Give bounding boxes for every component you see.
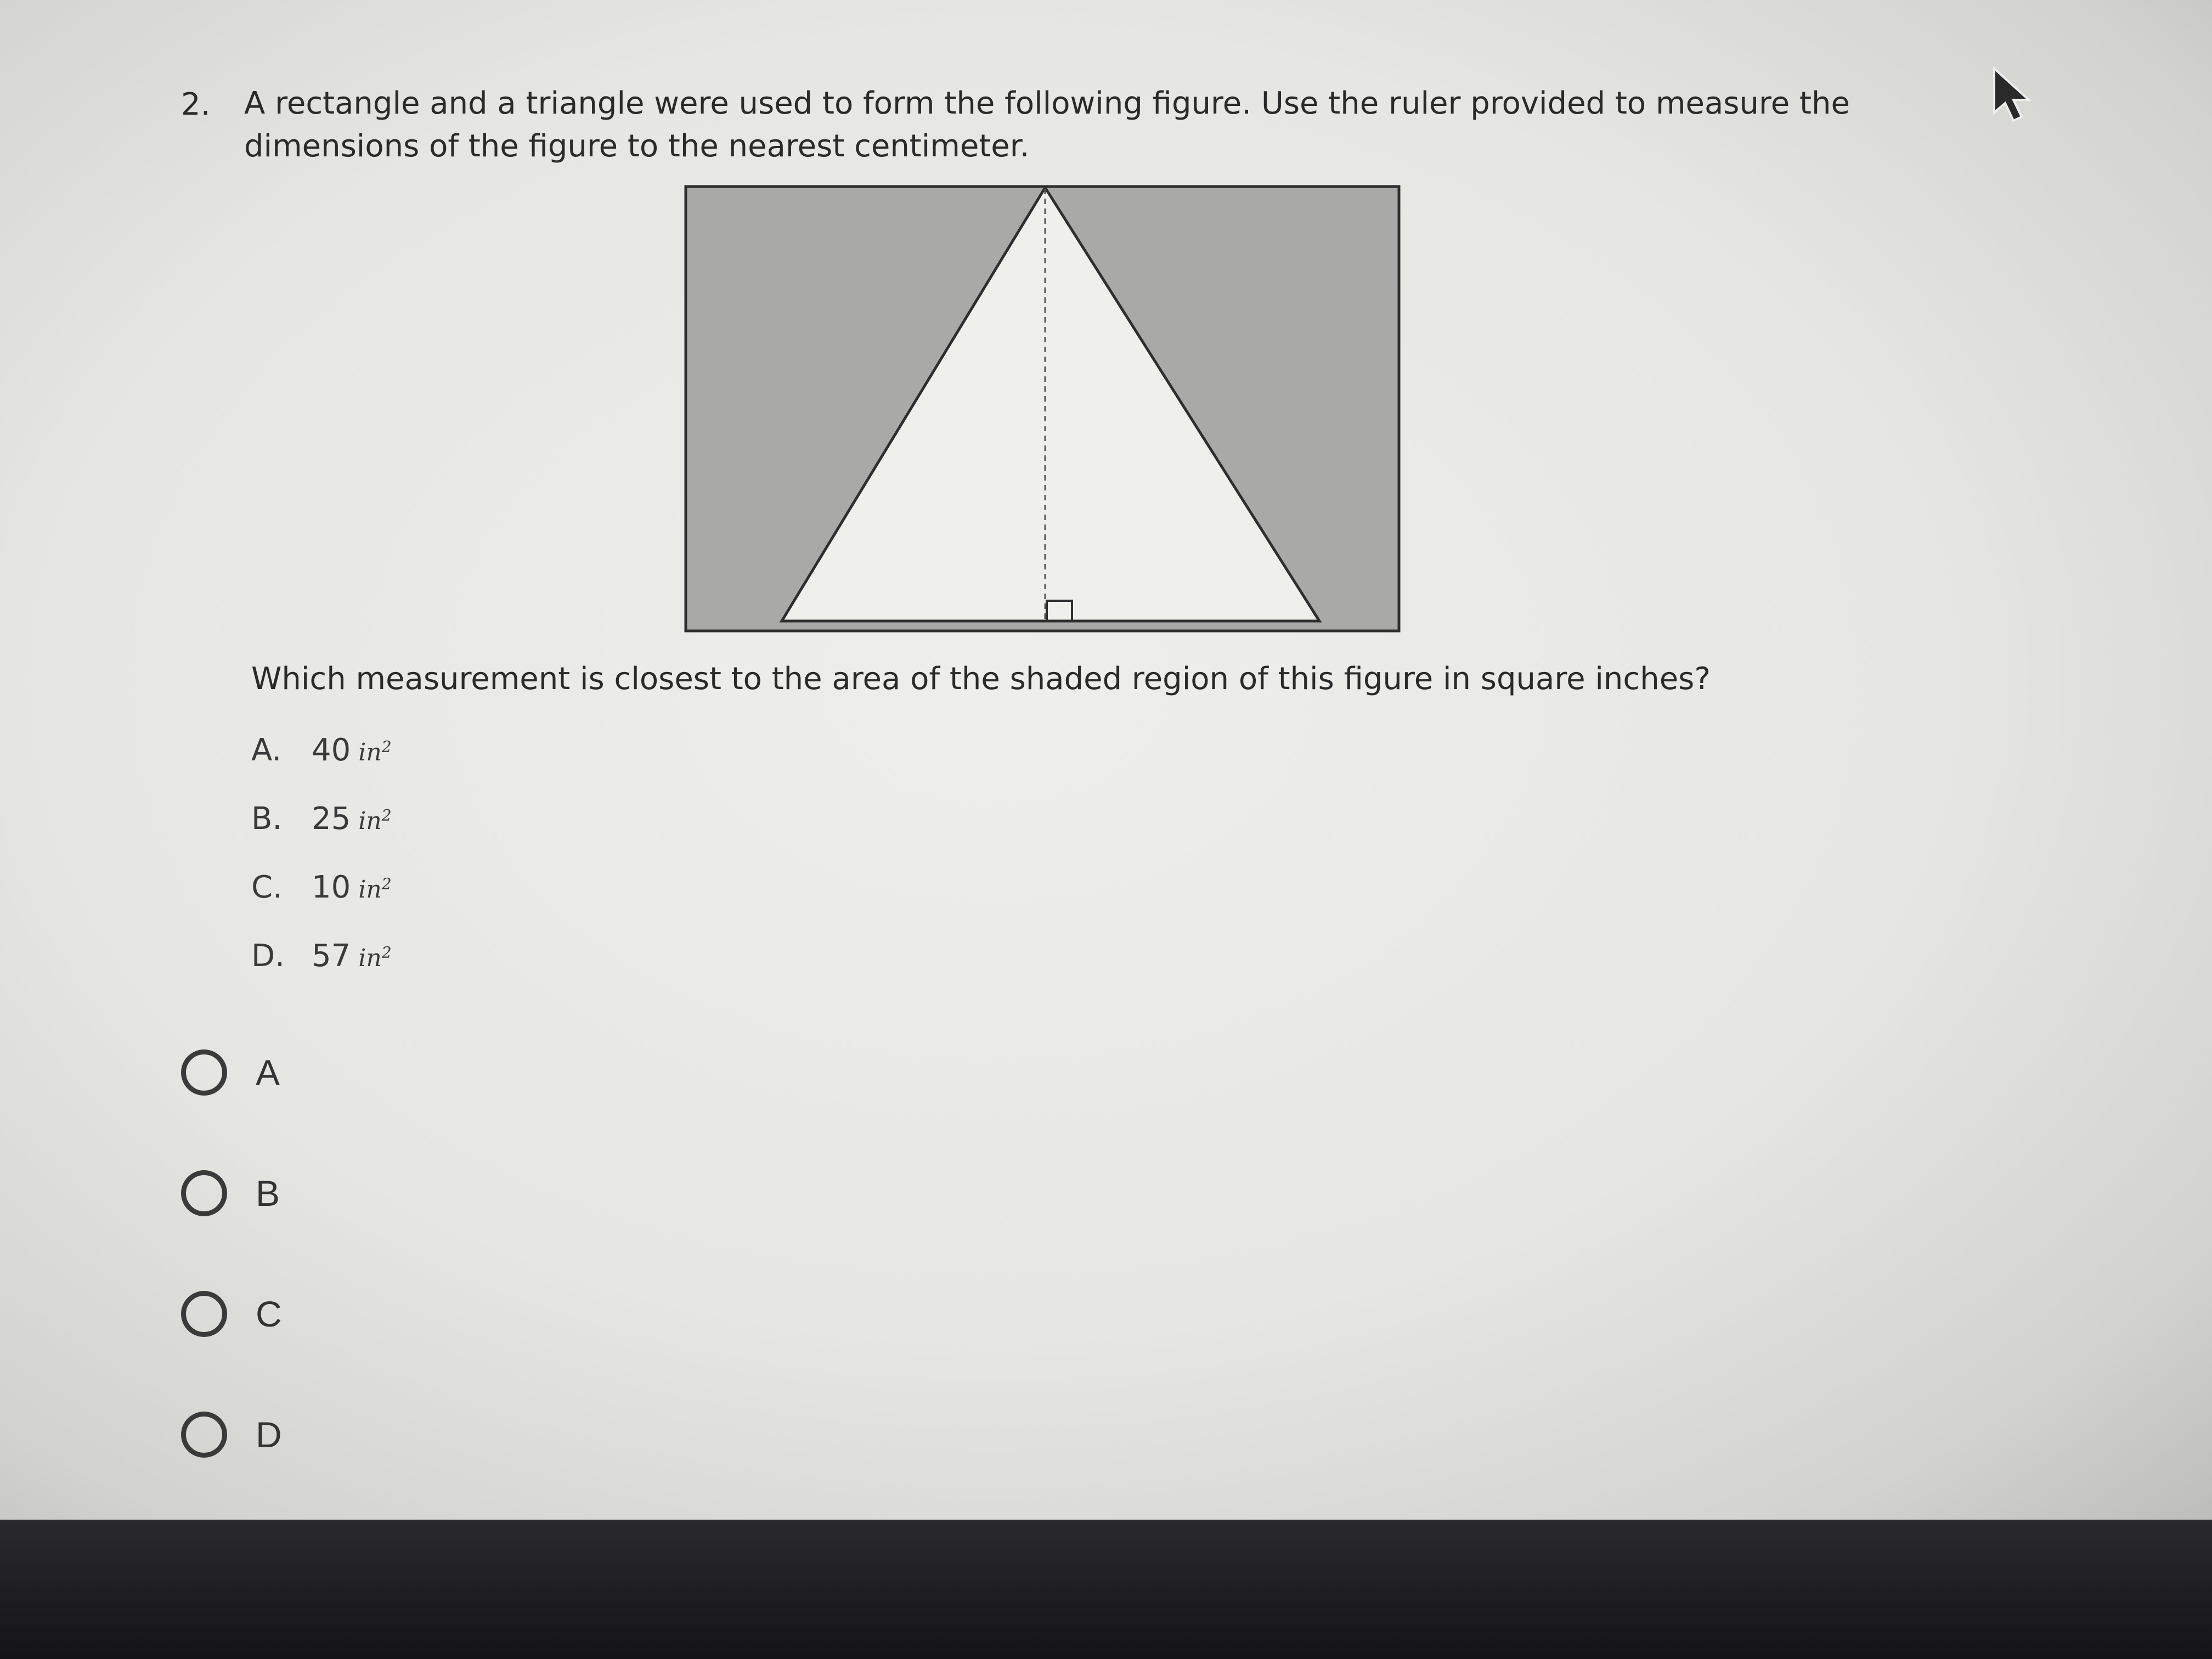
radio-option-d[interactable] [181,1404,282,1465]
answer-choice-a [251,732,392,768]
choice-value: 40 [312,732,351,768]
radio-button[interactable] [181,1170,227,1216]
radio-option-a[interactable] [181,1042,280,1103]
answer-choice-b [251,801,392,837]
radio-label[interactable]: C [256,1294,282,1334]
radio-option-b[interactable] [181,1163,280,1223]
answer-choice-c [251,870,392,905]
monitor-bezel [0,1520,2212,1659]
choice-unit: $in^2$ [358,874,392,904]
radio-label[interactable]: D [256,1414,282,1455]
choice-unit: $in^2$ [358,806,392,835]
radio-label[interactable]: B [256,1173,280,1214]
answer-choice-d [251,938,392,974]
radio-button[interactable] [181,1049,227,1096]
choice-letter: D. [251,938,285,974]
choice-value: 10 [312,870,351,905]
question-prompt: Which measurement is closest to the area of the shaded region of this figure in square inches? [251,661,1711,697]
radio-button[interactable] [181,1291,227,1337]
choice-letter: A. [251,732,282,768]
radio-option-c[interactable] [181,1284,282,1344]
choice-letter: C. [251,870,283,905]
question-number: 2. [181,87,211,122]
choice-unit: $in^2$ [358,737,392,766]
choice-unit: $in^2$ [358,943,392,972]
choice-value: 57 [312,938,351,974]
radio-label[interactable]: A [256,1052,280,1093]
mouse-pointer-icon [1991,66,2041,126]
choice-value: 25 [312,801,351,837]
radio-button[interactable] [181,1412,227,1458]
question-text: A rectangle and a triangle were used to form the following figure. Use the ruler provided to measure the dimensions of the figure to the nearest centimeter. [244,86,1850,164]
choice-letter: B. [251,801,283,837]
rectangle-triangle-figure [680,181,1415,642]
